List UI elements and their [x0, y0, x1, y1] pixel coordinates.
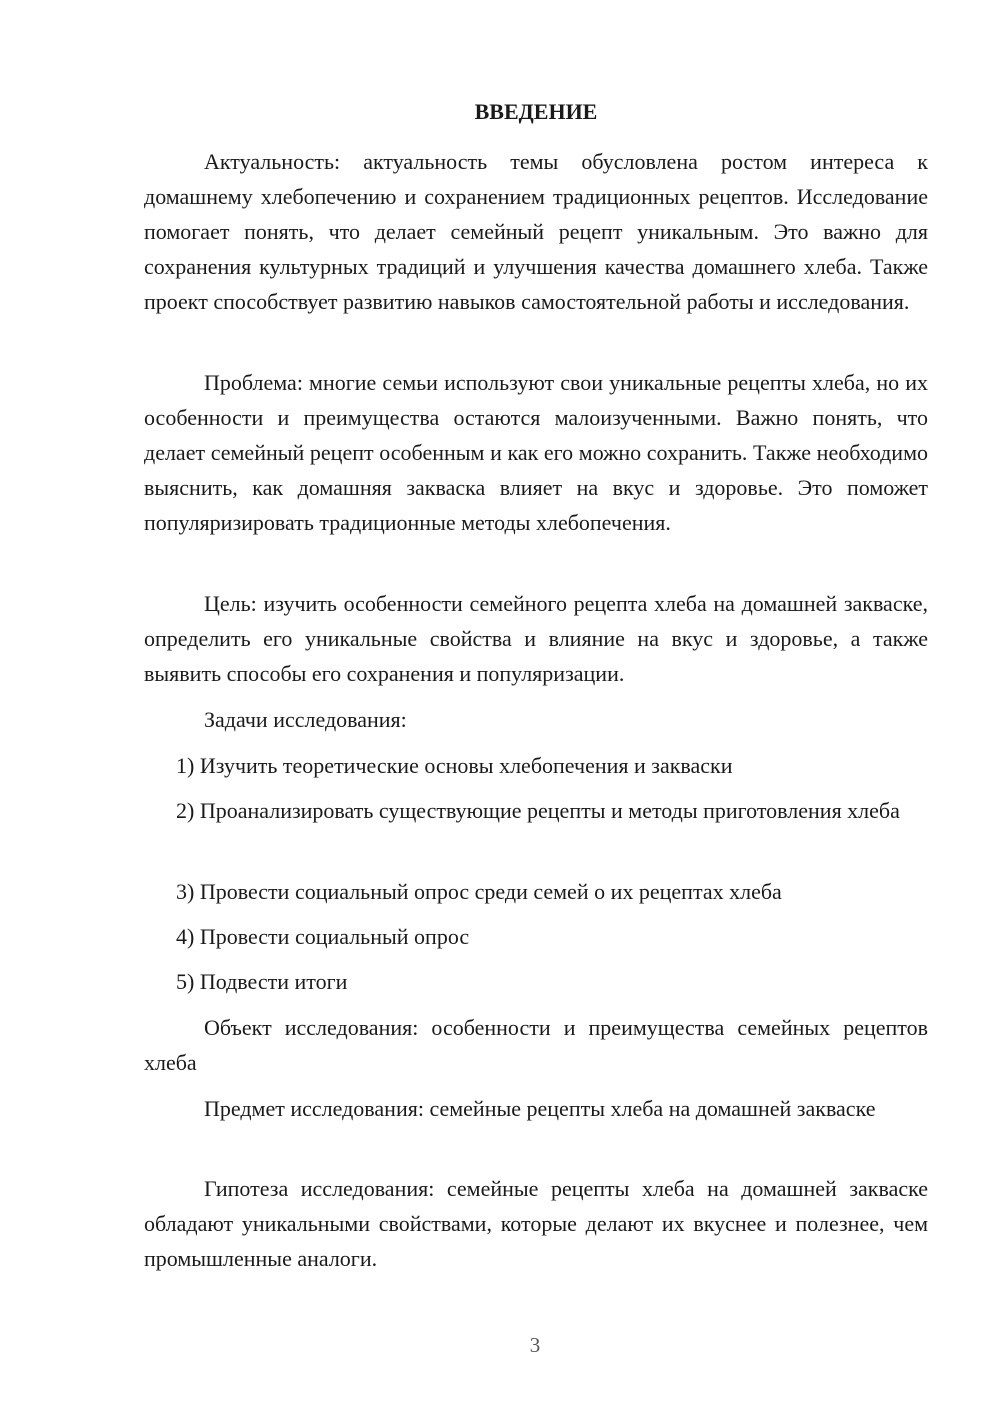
task-5-block: [144, 964, 928, 999]
task-1-block: [144, 748, 928, 783]
tasks-heading-block: [144, 702, 928, 737]
task-4-block: [144, 919, 928, 954]
object-block: [144, 1010, 928, 1080]
section-title: ВВЕДЕНИЕ: [474, 99, 598, 124]
paragraph-problem: Проблема: многие семьи используют свои уникальные рецепты хлеба, но их особенности и преимущества остаются малоизученными. Важно понять, что делает семейный рецепт особенным и как его можно сохранить. Также необходимо выяснить, как домашняя закваска влияет на вкус и здоровье. Это поможет популяризировать традиционные методы хлебопечения.: [144, 370, 928, 535]
paragraph-subject: Предмет исследования: семейные рецепты хлеба на домашней закваске: [204, 1096, 876, 1121]
problem-block: [144, 365, 928, 540]
list-item-task-3: 3) Провести социальный опрос среди семей о их рецептах хлеба: [176, 879, 782, 904]
paragraph-hypothesis: Гипотеза исследования: семейные рецепты хлеба на домашней закваске обладают уникальными свойствами, которые делают их вкуснее и полезнее, чем промышленные аналоги.: [144, 1176, 928, 1271]
paragraph-relevance: Актуальность: актуальность темы обусловлена ростом интереса к домашнему хлебопечению и сохранением традиционных рецептов. Исследование помогает понять, что делает семейный рецепт уникальным. Это важно для сохранения культурных традиций и улучшения качества домашнего хлеба. Также проект способствует развитию навыков самостоятельной работы и исследования.: [144, 149, 928, 314]
goal-block: [144, 586, 928, 691]
relevance-block: [144, 144, 928, 319]
list-item-task-1: 1) Изучить теоретические основы хлебопечения и закваски: [176, 753, 733, 778]
task-2-block: [144, 793, 928, 828]
hypothesis-block: [144, 1171, 928, 1276]
subject-block: [144, 1091, 928, 1126]
page-number: 3: [529, 1333, 541, 1357]
paragraph-tasks-heading: Задачи исследования:: [204, 707, 407, 732]
list-item-task-2: 2) Проанализировать существующие рецепты и методы приготовления хлеба: [176, 798, 900, 823]
paragraph-object: Объект исследования: особенности и преимущества семейных рецептов хлеба: [144, 1015, 928, 1075]
list-item-task-5: 5) Подвести итоги: [176, 969, 348, 994]
list-item-task-4: 4) Провести социальный опрос: [176, 924, 470, 949]
paragraph-goal: Цель: изучить особенности семейного рецепта хлеба на домашней закваске, определить его уникальные свойства и влияние на вкус и здоровье, а также выявить способы его сохранения и популяризации.: [144, 591, 928, 686]
task-3-block: [144, 874, 928, 909]
